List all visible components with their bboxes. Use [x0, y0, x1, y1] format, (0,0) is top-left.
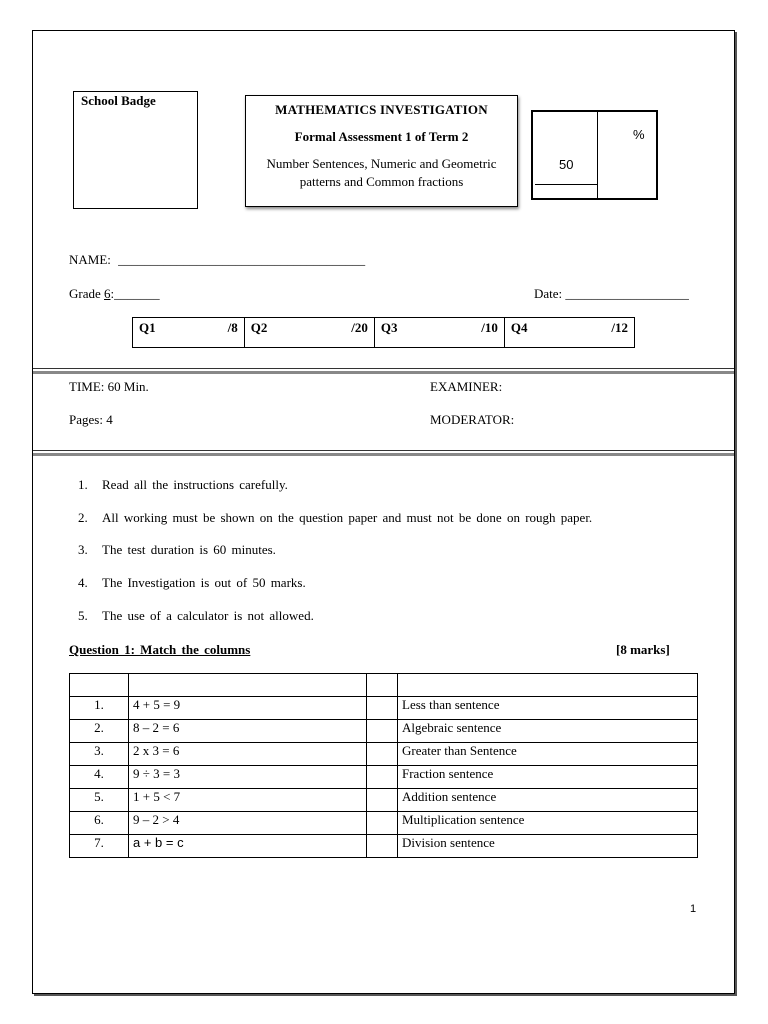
row-number: 3.	[70, 743, 129, 766]
instruction-item	[78, 542, 276, 558]
instruction-item	[78, 575, 306, 591]
page-number: 1	[690, 903, 697, 915]
marks-cell-q3	[374, 318, 504, 348]
row-number: 6.	[70, 812, 129, 835]
name-row	[69, 252, 365, 268]
instruction-text: The use of a calculator is not allowed.	[102, 608, 314, 623]
instruction-number: 1.	[78, 477, 88, 492]
instruction-number: 3.	[78, 542, 88, 557]
marks-breakdown-table	[132, 317, 635, 348]
answer-cell[interactable]	[367, 743, 398, 766]
marks-total: /20	[351, 320, 368, 335]
name-field[interactable]: ______________________________________	[118, 252, 366, 267]
row-description: Multiplication sentence	[398, 812, 698, 835]
row-number: 4.	[70, 766, 129, 789]
question1-heading: Question 1: Match the columns	[69, 642, 251, 657]
marks-total: /12	[611, 320, 628, 335]
section-divider-top-thin	[33, 368, 734, 369]
instruction-number: 4.	[78, 575, 88, 590]
grade-label: Grade	[69, 286, 105, 301]
section-divider-bottom	[33, 453, 734, 456]
moderator-label: MODERATOR:	[430, 412, 515, 427]
document-subtitle: Formal Assessment 1 of Term 2	[294, 129, 469, 144]
answer-cell[interactable]	[367, 766, 398, 789]
table-cell	[129, 674, 367, 697]
marks-cell-q2	[244, 318, 374, 348]
row-description: Less than sentence	[398, 697, 698, 720]
title-box	[245, 95, 518, 207]
answer-cell[interactable]	[367, 697, 398, 720]
instruction-text: All working must be shown on the question paper and must not be done on rough paper.	[102, 510, 593, 525]
answer-cell[interactable]	[367, 674, 398, 697]
answer-cell[interactable]	[367, 812, 398, 835]
row-description: Greater than Sentence	[398, 743, 698, 766]
marks-total: /10	[481, 320, 498, 335]
table-row	[70, 789, 698, 812]
row-expression: a + b = c	[129, 835, 367, 858]
instruction-number: 5.	[78, 608, 88, 623]
pages-label: Pages: 4	[69, 412, 113, 427]
date-label: Date:	[534, 286, 566, 301]
table-row	[70, 835, 698, 858]
date-row	[534, 286, 689, 302]
table-row	[70, 812, 698, 835]
instruction-item	[78, 477, 288, 493]
table-header-row	[70, 674, 698, 697]
row-expression: 9 ÷ 3 = 3	[129, 766, 367, 789]
row-expression: 4 + 5 = 9	[129, 697, 367, 720]
table-row	[70, 743, 698, 766]
answer-cell[interactable]	[367, 789, 398, 812]
row-number: 1.	[70, 697, 129, 720]
marks-total: /8	[227, 320, 238, 335]
marks-question: Q2	[250, 320, 268, 335]
row-expression: 1 + 5 < 7	[129, 789, 367, 812]
row-expression: 2 x 3 = 6	[129, 743, 367, 766]
time-label: TIME: 60 Min.	[69, 379, 149, 394]
table-row	[70, 766, 698, 789]
instruction-item	[78, 510, 592, 526]
instruction-item	[78, 608, 314, 624]
row-description: Division sentence	[398, 835, 698, 858]
score-line	[535, 184, 597, 185]
document-topics: Number Sentences, Numeric and Geometric patterns and Common fractions	[266, 156, 497, 189]
marks-question: Q1	[139, 320, 156, 335]
instruction-text: The test duration is 60 minutes.	[102, 542, 276, 557]
table-cell	[70, 674, 129, 697]
marks-question: Q4	[510, 320, 528, 335]
row-description: Fraction sentence	[398, 766, 698, 789]
instruction-number: 2.	[78, 510, 88, 525]
row-number: 2.	[70, 720, 129, 743]
score-divider	[597, 112, 598, 198]
row-description: Algebraic sentence	[398, 720, 698, 743]
answer-cell[interactable]	[367, 720, 398, 743]
instruction-text: The Investigation is out of 50 marks.	[102, 575, 306, 590]
row-number: 5.	[70, 789, 129, 812]
row-number: 7.	[70, 835, 129, 858]
question1-marks: [8 marks]	[616, 642, 670, 657]
row-description: Addition sentence	[398, 789, 698, 812]
marks-cell-q1	[133, 318, 245, 348]
grade-row	[69, 286, 160, 302]
score-percent-symbol: %	[633, 127, 645, 142]
school-badge-label: School Badge	[81, 93, 156, 108]
answer-cell[interactable]	[367, 835, 398, 858]
instruction-text: Read all the instructions carefully.	[102, 477, 288, 492]
table-row	[70, 697, 698, 720]
marks-question: Q3	[380, 320, 398, 335]
school-badge-box	[73, 91, 198, 209]
marks-cell-q4	[504, 318, 634, 348]
name-label: NAME:	[69, 252, 111, 267]
score-box	[531, 110, 658, 200]
grade-value: 6	[104, 286, 111, 301]
row-expression: 9 – 2 > 4	[129, 812, 367, 835]
score-total: 50	[559, 157, 574, 172]
document-title: MATHEMATICS INVESTIGATION	[275, 102, 488, 117]
row-expression: 8 – 2 = 6	[129, 720, 367, 743]
date-field[interactable]: ___________________	[565, 286, 689, 301]
match-columns-table	[69, 673, 698, 858]
section-divider-top	[33, 371, 734, 374]
table-cell	[398, 674, 698, 697]
table-row	[70, 720, 698, 743]
grade-field[interactable]: :_______	[110, 286, 160, 301]
section-divider-bottom-thin	[33, 450, 734, 451]
examiner-label: EXAMINER:	[430, 379, 503, 394]
